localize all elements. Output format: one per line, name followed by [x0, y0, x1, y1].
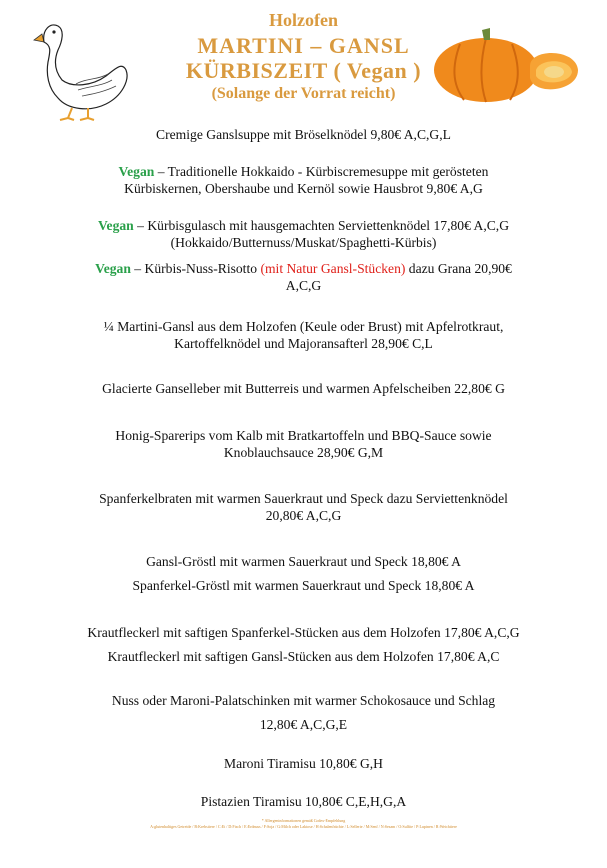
menu-item-text: Nuss oder Maroni-Palatschinken mit warmer Schokosauce und Schlag: [111, 693, 496, 708]
menu-item-martini-gansl: [40, 318, 567, 352]
menu-item-spanferkelbraten: [40, 490, 567, 524]
menu-item-pistazien-tiramisu: Pistazien Tiramisu 10,80€ C,E,H,G,A: [200, 794, 407, 809]
allergen-footnote-title: * Allergeninformationen gemäß Codex-Empfehlung: [261, 818, 346, 823]
vegan-label: Vegan: [97, 218, 134, 233]
menu-item-text: A,C,G: [285, 278, 322, 293]
menu-item-sparerips: [40, 427, 567, 461]
menu-item-kuerbisgulasch: [40, 217, 567, 251]
menu-item-ganselleber: Glacierte Ganselleber mit Butterreis und warmen Apfelscheiben 22,80€ G: [102, 381, 505, 396]
menu-item-text: Kartoffelknödel und Majoransafterl 28,90€ C,L: [174, 336, 433, 351]
menu-item-text: ¼ Martini-Gansl aus dem Holzofen (Keule oder Brust) mit Apfelrotkraut,: [103, 319, 504, 334]
menu-item-text: – Kürbisgulasch mit hausgemachten Serviettenknödel 17,80€ A,C,G: [133, 218, 510, 233]
menu-item-text: Kürbiskernen, Obershaube und Kernöl sowie Hausbrot 9,80€ A,G: [124, 181, 483, 196]
menu-item-text: Spanferkelbraten mit warmen Sauerkraut und Speck dazu Serviettenknödel: [99, 491, 508, 506]
menu-item-kuerbis-risotto: [40, 260, 567, 294]
menu-item-gansl-groestl: Gansl-Gröstl mit warmen Sauerkraut und Speck 18,80€ A: [146, 554, 461, 569]
menu-header: [0, 0, 607, 112]
menu-item-palatschinken: [40, 692, 567, 709]
menu-item-text: Knoblauchsauce 28,90€ G,M: [223, 445, 384, 460]
menu-item-krautfleckerl-gansl: Krautfleckerl mit saftigen Gansl-Stücken aus dem Holzofen 17,80€ A,C: [107, 649, 500, 664]
pumpkin-illustration: [430, 26, 580, 104]
gansl-addon-note: (mit Natur Gansl-Stücken): [260, 261, 406, 276]
allergen-footnote-legend: A:glutenhaltiges Getreide / B:Krebstiere / C:Ei / D:Fisch / E:Erdnuss / F:Soja / G:Milch oder Laktose / H:Schalenfrüchte / L:Sellerie / M:Senf / N:Sesam / O:Sulfite / P:Lupinen / R:Weichtiere: [150, 824, 457, 829]
menu-item-text: (Hokkaido/Butternuss/Muskat/Spaghetti-Kürbis): [170, 235, 437, 250]
menu-item-text: dazu Grana 20,90€: [405, 261, 512, 276]
menu-item-spanferkel-groestl: Spanferkel-Gröstl mit warmen Sauerkraut und Speck 18,80€ A: [132, 578, 475, 593]
vegan-label: Vegan: [118, 164, 155, 179]
header-kuerbiszeit: KÜRBISZEIT ( Vegan ): [185, 58, 422, 83]
header-solange-vorrat: (Solange der Vorrat reicht): [211, 85, 396, 102]
header-holzofen: Holzofen: [269, 10, 338, 30]
menu-item-text: – Kürbis-Nuss-Risotto: [130, 261, 261, 276]
menu-item-ganslsuppe: Cremige Ganslsuppe mit Bröselknödel 9,80€ A,C,G,L: [156, 127, 451, 142]
vegan-label: Vegan: [95, 261, 131, 276]
menu-item-maroni-tiramisu: Maroni Tiramisu 10,80€ G,H: [224, 756, 383, 771]
menu-item-krautfleckerl-spanferkel: Krautfleckerl mit saftigen Spanferkel-Stücken aus dem Holzofen 17,80€ A,C,G: [87, 625, 520, 640]
header-martini-gansl: MARTINI – GANSL: [197, 33, 410, 58]
menu-item-text: Honig-Sparerips vom Kalb mit Bratkartoffeln und BBQ-Sauce sowie: [115, 428, 492, 443]
menu-item-text: 20,80€ A,C,G: [265, 508, 342, 523]
menu-item-palatschinken-price: 12,80€ A,C,G,E: [259, 717, 348, 732]
menu-item-text: – Traditionelle Hokkaido - Kürbiscremesuppe mit gerösteten: [154, 164, 489, 179]
menu-item-kuerbiscremesuppe: [40, 163, 567, 197]
